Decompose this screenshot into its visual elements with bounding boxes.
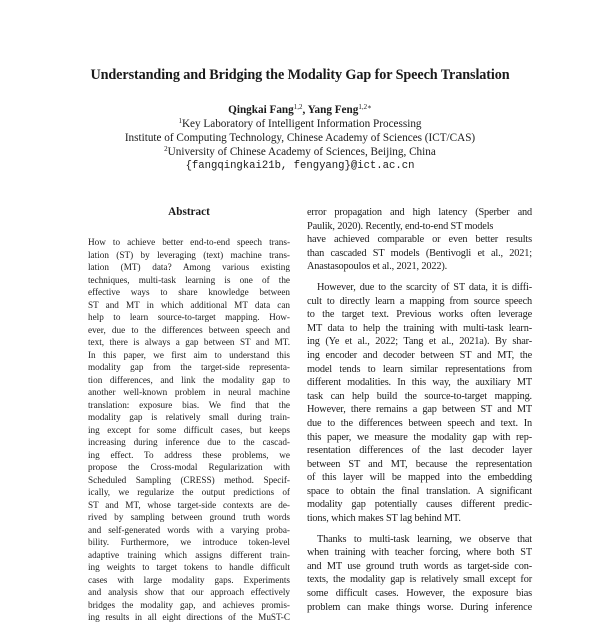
body-text-line: due to the differences between speech and text. In: [307, 417, 532, 429]
introduction-body: [307, 206, 532, 614]
abstract-line: Scheduled Sampling (CRESS) method. Specif-: [88, 474, 290, 485]
body-text-line: tions, which makes ST lag behind MT.: [307, 513, 461, 525]
abstract-body: [88, 236, 290, 624]
body-text-line: this paper, we measure the modality gap with rep-: [307, 431, 532, 443]
abstract-line: How to achieve better end-to-end speech trans-: [88, 237, 290, 247]
body-text-line: resentation differences of the last decoder layer: [307, 445, 532, 457]
abstract-line: ing results in all eight directions of the MuST-C: [88, 612, 290, 622]
abstract-line: help to learn source-to-target mapping. How-: [88, 312, 290, 322]
body-text-line: some difficult cases. However, the exposure bias: [307, 588, 532, 600]
abstract-line: lation (ST) by leveraging (text) machine trans-: [88, 249, 290, 260]
body-text-line: and MT use ground truth words as target-side con-: [307, 560, 532, 572]
author-affil-sup: 1,2: [293, 103, 303, 111]
affiliation-text: Key Laboratory of Intelligent Information Processing: [181, 118, 422, 130]
body-text-line: have achieved comparable or even better results: [307, 234, 532, 246]
affiliation-line: [0, 145, 600, 159]
abstract-line: lation (MT) data? Among various existing: [88, 262, 290, 272]
abstract-line: modality gap from the target-side representa-: [88, 362, 290, 372]
body-text-line: problem can make things worse. During inference: [307, 601, 532, 613]
abstract-line: bridges the modality gap, and achieves promis-: [88, 599, 290, 610]
author-block: [0, 103, 600, 173]
body-text-line: of this layer will be mapped into the embedding: [307, 472, 532, 484]
affiliation-text: University of Chinese Academy of Sciences, Beijing, China: [167, 146, 436, 158]
body-text-line: task can help build the source-to-target mapping.: [307, 390, 532, 402]
abstract-line: ing effect. To address these problems, we: [88, 449, 290, 460]
abstract-line: ST and MT, whose target-side contexts are de-: [88, 499, 290, 510]
body-text-line: cult to directly learn a mapping from source speech: [307, 295, 532, 307]
abstract-line: effective ways to share knowledge between: [88, 287, 290, 297]
body-text-line: ing encoder and decoder between ST and MT, the: [307, 349, 532, 361]
abstract-line: ST and MT in which additional MT data can: [88, 299, 290, 310]
affiliation-text: Institute of Computing Technology, Chinese Academy of Sciences (ICT/CAS): [124, 132, 476, 144]
body-text-line: MT data to help the training with multi-task learn-: [307, 322, 532, 334]
abstract-line: modality gap is relatively small during train-: [88, 412, 290, 422]
body-text-line: However, there remains a gap between ST and MT: [307, 404, 532, 416]
body-text-line: than cascaded ST models (Bentivogli et al., 2021;: [307, 247, 532, 259]
abstract-line: In this paper, we first aim to understand this: [88, 349, 290, 360]
body-text-line: space to obtain the final translation. A significant: [307, 485, 532, 497]
body-text-line: model tends to learn similar representations from: [307, 363, 532, 375]
body-text-line: modality gap potentially causes different predic-: [307, 499, 532, 511]
abstract-line: bility. Furthermore, we introduce token-level: [88, 537, 290, 547]
author-names: [0, 103, 600, 117]
abstract-line: cases with large modality gaps. Experiments: [88, 574, 290, 585]
author-name: Qingkai Fang: [228, 104, 294, 116]
abstract-line: and analysis show that our approach effectively: [88, 587, 290, 597]
abstract-line: ically, we regularize the output predictions of: [88, 487, 290, 497]
abstract-line: techniques, multi-task learning is one of the: [88, 274, 290, 285]
author-name: Yang Feng: [307, 104, 359, 116]
abstract-section: [88, 205, 290, 624]
abstract-line: adaptive training which assigns different train-: [88, 549, 290, 560]
abstract-line: ever, due to the differences between speech and: [88, 324, 290, 335]
paragraph-gap: [307, 526, 532, 533]
affiliation-line: [0, 131, 600, 145]
body-text-line: different modalities. In this way, the auxiliary MT: [307, 377, 532, 389]
body-text-line: Thanks to multi-task learning, we observe that: [317, 533, 532, 545]
affiliation-sup: 1: [178, 117, 182, 125]
body-text-line: texts, the modality gap is relatively small except for: [307, 574, 532, 586]
body-text-line: ing (Ye et al., 2022; Tang et al., 2021a). By shar-: [307, 336, 532, 348]
introduction-column: [307, 206, 532, 614]
body-text-line: error propagation and high latency (Sperber and: [307, 207, 532, 218]
body-text-line: Paulik, 2020). Recently, end-to-end ST models: [307, 220, 494, 232]
author-separator: ,: [302, 104, 308, 116]
body-text-line: Anastasopoulos et al., 2021, 2022).: [307, 261, 448, 273]
abstract-line: propose the Cross-modal Regularization with: [88, 462, 290, 472]
abstract-line: ing weights to target tokens to handle difficult: [88, 562, 290, 572]
abstract-line: text, there is always a gap between ST and MT.: [88, 337, 290, 347]
body-text-line: However, due to the scarcity of ST data, it is diffi-: [317, 281, 532, 293]
paragraph-gap: [307, 274, 532, 281]
paper-title: Understanding and Bridging the Modality Gap for Speech Translation: [90, 67, 510, 83]
author-email: {fangqingkai21b, fengyang}@ict.ac.cn: [185, 160, 415, 172]
abstract-line: and self-generated words with a varying proba-: [88, 524, 290, 535]
abstract-line: translation: exposure bias. We find that the: [88, 399, 290, 410]
body-text-line: to the target text. Previous works often leverage: [307, 309, 532, 321]
abstract-heading: Abstract: [168, 206, 210, 218]
body-text-line: when training with teacher forcing, where both ST: [307, 547, 532, 559]
abstract-line: ing except for some difficult cases, but keeps: [88, 424, 290, 435]
abstract-line: increasing during inference due to the cascad-: [88, 437, 290, 447]
author-affil-sup: 1,2∗: [358, 103, 372, 111]
abstract-line: another well-known problem in neural machine: [88, 387, 290, 397]
abstract-line: tion differences, and link the modality gap to: [88, 374, 290, 385]
affiliation-line: [0, 117, 600, 131]
affiliation-sup: 2: [164, 145, 168, 153]
body-text-line: between ST and MT, because the representation: [307, 458, 532, 470]
abstract-line: rived by sampling between ground truth words: [88, 512, 290, 522]
